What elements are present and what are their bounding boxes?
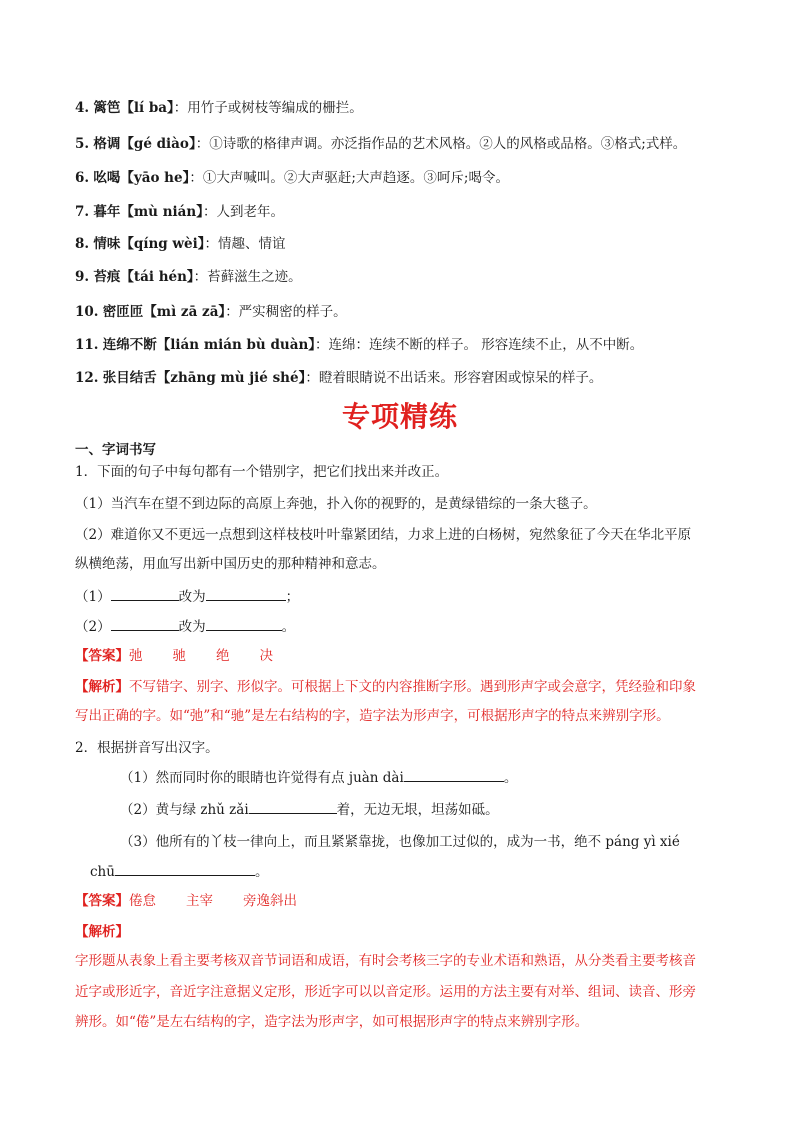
question-2-sentence-3: （3）他所有的丫枝一律向上，而且紧紧靠拢，也像加工过似的，成为一书，绝不 páng yì xié <box>120 834 680 850</box>
entry-definition: ：瞪着眼睛说不出话来。形容窘困或惊呆的样子。 <box>305 370 603 386</box>
question-2-analysis-2: 近字或形近字，音近字注意据义定形，形近字可以以音定形。运用的方法主要有对举、组词、读音、形旁 <box>75 984 696 1000</box>
question-2-sentence-3b: chū 。 <box>90 861 268 882</box>
answer-blank[interactable] <box>206 616 282 631</box>
question-2-analysis-1: 字形题从表象上看主要考核双音节词语和成语，有时会考核三字的专业术语和熟语，从分类看主要考核音 <box>75 953 696 969</box>
answer-value: 绝 <box>216 648 230 664</box>
entry-number: 5. <box>75 136 90 152</box>
vocab-entry <box>75 302 347 322</box>
question-1-stem: 1．下面的句子中每句都有一个错别字，把它们找出来并改正。 <box>75 464 449 480</box>
answer-value: 决 <box>259 648 273 664</box>
vocab-entry <box>75 335 643 355</box>
entry-number: 4. <box>75 100 90 116</box>
entry-definition: ：苔藓滋生之迹。 <box>193 269 302 285</box>
question-2-sentence-2: （2）黄与绿 zhǔ zǎi 着，无边无垠，坦荡如砥。 <box>120 799 499 820</box>
question-1-analysis-1: 【解析】不写错字、别字、形似字。可根据上下文的内容推断字形。遇到形声字或会意字，凭经验和印象 <box>75 679 696 695</box>
answer-blank[interactable] <box>115 861 255 876</box>
answer-tag: 【答案】 <box>75 648 129 664</box>
question-2-analysis-3: 辨形。如“倦”是左右结构的字，造字法为形声字，如可根据形声字的特点来辨别字形。 <box>75 1014 589 1030</box>
entry-pinyin: 【mù nián】 <box>120 204 203 220</box>
entry-word: 密匝匝 <box>102 304 144 320</box>
answer-value: 倦怠 <box>129 893 156 909</box>
answer-blank[interactable] <box>111 586 179 601</box>
entry-pinyin: 【lián mián bù duàn】 <box>156 337 316 353</box>
question-2-answer <box>75 891 297 911</box>
entry-word: 吆喝 <box>93 170 121 186</box>
entry-word: 情味 <box>93 236 121 252</box>
section-title: 专项精练 <box>341 400 458 433</box>
question-1-answer-line-2: （2） 改为 。 <box>75 616 295 637</box>
entry-word: 篱笆 <box>93 100 121 116</box>
question-2-stem: 2．根据拼音写出汉字。 <box>75 740 219 756</box>
answer-connector: 改为 <box>178 589 206 605</box>
answer-value: 旁逸斜出 <box>243 893 297 909</box>
answer-tag: 【答案】 <box>75 893 129 909</box>
question-1-answer <box>75 646 273 666</box>
entry-pinyin: 【tái hén】 <box>120 269 194 285</box>
entry-pinyin: 【mì zā zā】 <box>143 304 226 320</box>
vocab-entry <box>75 98 363 118</box>
question-1-sentence-2b: 纵横绝荡，用血写出新中国历史的那种精神和意志。 <box>75 556 386 572</box>
vocab-entry <box>75 368 602 388</box>
question-1-analysis-2: 写出正确的字。如“弛”和“驰”是左右结构的字，造字法为形声字，可根据形声字的特点来辨别字形。 <box>75 708 670 724</box>
question-1-sentence-1: （1）当汽车在望不到边际的高原上奔弛，扑入你的视野的，是黄绿错综的一条大毯子。 <box>75 496 597 512</box>
answer-blank[interactable] <box>249 799 337 814</box>
entry-pinyin: 【qíng wèi】 <box>120 236 205 252</box>
answer-blank[interactable] <box>206 586 286 601</box>
question-1-answer-line-1: （1） 改为 ； <box>75 586 299 607</box>
subsection-heading: 一、字词书写 <box>75 442 156 458</box>
answer-value: 驰 <box>172 648 186 664</box>
analysis-tag: 【解析】 <box>75 679 129 695</box>
question-2-analysis-tag: 【解析】 <box>75 924 129 940</box>
question-1-sentence-2a: （2）难道你又不更远一点想到这样枝枝叶叶靠紧团结，力求上进的白杨树，宛然象征了今天在华北平原 <box>75 527 692 543</box>
entry-word: 苔痕 <box>93 269 121 285</box>
answer-value: 弛 <box>129 648 143 664</box>
vocab-entry <box>75 202 284 222</box>
entry-definition: ：人到老年。 <box>202 204 284 220</box>
entry-number: 6. <box>75 170 90 186</box>
entry-word: 格调 <box>93 136 121 152</box>
entry-definition: ：用竹子或树枝等编成的栅拦。 <box>173 100 363 116</box>
entry-word: 连绵不断 <box>102 337 157 353</box>
entry-number: 11. <box>75 337 99 353</box>
answer-blank[interactable] <box>111 616 179 631</box>
answer-blank[interactable] <box>404 767 504 782</box>
question-2-sentence-1: （1）然而同时你的眼睛也许觉得有点 juàn dài 。 <box>120 767 517 788</box>
answer-label: （1） <box>75 589 111 605</box>
entry-pinyin: 【lí ba】 <box>120 100 174 116</box>
entry-word: 暮年 <box>93 204 121 220</box>
entry-number: 10. <box>75 304 99 320</box>
entry-number: 8. <box>75 236 90 252</box>
entry-pinyin: 【yāo he】 <box>120 170 190 186</box>
answer-value: 主宰 <box>186 893 213 909</box>
entry-definition: ：严实稠密的样子。 <box>225 304 347 320</box>
entry-definition: ：情趣、情谊 <box>204 236 286 252</box>
entry-word: 张目结舌 <box>102 370 157 386</box>
vocab-entry <box>75 267 302 287</box>
entry-definition: ：连绵：连续不断的样子。 形容连续不止，从不中断。 <box>315 337 644 353</box>
entry-pinyin: 【gé diào】 <box>120 136 196 152</box>
entry-definition: ：①诗歌的格律声调。亦泛指作品的艺术风格。②人的风格或品格。③格式;式样。 <box>195 136 687 152</box>
entry-number: 7. <box>75 204 90 220</box>
entry-definition: ：①大声喊叫。②大声驱赶;大声趋逐。③呵斥;喝令。 <box>189 170 509 186</box>
entry-pinyin: 【zhāng mù jié shé】 <box>156 370 306 386</box>
entry-number: 12. <box>75 370 99 386</box>
answer-label: （2） <box>75 619 111 635</box>
answer-connector: 改为 <box>178 619 206 635</box>
entry-number: 9. <box>75 269 90 285</box>
vocab-entry <box>75 134 686 154</box>
vocab-entry <box>75 234 286 254</box>
vocab-entry <box>75 168 509 188</box>
